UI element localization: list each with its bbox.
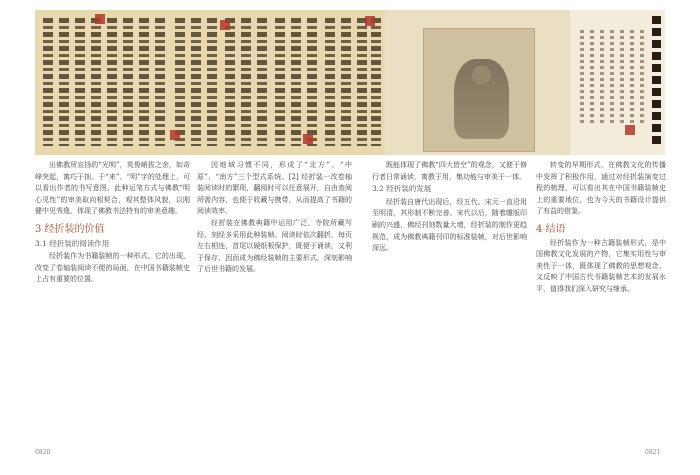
calligraphy-column	[241, 18, 251, 146]
calligraphy-column	[371, 18, 381, 146]
seal-stamp	[220, 20, 230, 30]
calligraphy-column	[107, 18, 117, 146]
calligraphy-column	[155, 18, 165, 146]
subsection-title: 3.1 经折装的阅读作用	[35, 238, 110, 248]
seal-stamp	[625, 125, 635, 135]
inscription-column	[580, 30, 584, 125]
calligraphy-column	[325, 18, 335, 146]
paragraph: 既能体现了佛教“四大皆空”的观念，又便于修行者日常诵读，寓教于用，集功能与审美于一体。	[372, 161, 527, 181]
calligraphy-column	[43, 18, 53, 146]
calligraphy-column	[275, 18, 285, 146]
seated-figure	[454, 59, 509, 139]
inscription-title	[652, 16, 661, 146]
calligraphy-column	[191, 18, 201, 146]
inscription-column	[590, 30, 594, 125]
seal-stamp	[170, 130, 180, 140]
inscription-column	[610, 30, 614, 125]
calligraphy-column	[307, 18, 317, 146]
calligraphy-column	[257, 18, 267, 146]
buddha-painting-panel	[385, 10, 570, 155]
calligraphy-column	[341, 18, 351, 146]
inscription-column	[630, 30, 634, 125]
calligraphy-column	[225, 18, 235, 146]
paragraph: 因地域习惯不同，形成了“北方”、“中原”、“南方”三个型式系统。[2] 经折装一改卷轴装阅读时的繁琐，翻阅时可以任意展开，自由查阅所需内容，也便于收藏与携带，从而提高了书籍的阅读效率。	[197, 161, 352, 216]
paragraph: 经折装在佛教典籍中运用广泛，寺院所藏写经、刻经多采用此种装帧。阅读时依次翻折，每页左右相连，首尾以硬纸板保护，既便于诵读，又利于保存，因而成为佛经装帧的主要形式，深刻影响了后世书籍的发展。	[197, 218, 352, 274]
left-column-1	[35, 160, 190, 286]
page-number-right: 0821	[645, 449, 661, 456]
inscription-column	[640, 30, 644, 125]
calligraphy-column	[175, 18, 185, 146]
section-title: 4 结语	[536, 223, 566, 235]
seal-stamp	[365, 16, 375, 26]
calligraphy-scroll	[35, 10, 385, 155]
right-column-2	[536, 160, 666, 296]
seal-stamp	[303, 134, 313, 144]
calligraphy-column	[357, 18, 367, 146]
paragraph: 经折装作为一种古籍装帧形式，是中国佛教文化发展的产物，它集实用性与审美性于一体，既体现了佛教的思想观念，又反映了中国古代书籍装帧艺术的发展水平，值得我们深入研究与继承。	[536, 238, 666, 293]
calligraphy-column	[123, 18, 133, 146]
calligraphy-column	[91, 18, 101, 146]
calligraphy-column	[291, 18, 301, 146]
section-title: 3 经折装的价值	[35, 223, 105, 235]
calligraphy-column	[75, 18, 85, 146]
illustration-banner	[35, 10, 665, 155]
calligraphy-column	[59, 18, 69, 146]
subsection-title: 3.2 经折装的发展	[372, 184, 432, 194]
inscription-column	[600, 30, 604, 125]
calligraphy-column	[207, 18, 217, 146]
paragraph: 转变的早期形式，在佛教文化的传播中发挥了积极作用，通过对经折装演变过程的梳理，可以看出其在中国书籍装帧史上的重要地位，也为今天的书籍设计提供了有益的借鉴。	[536, 161, 666, 216]
page-number-left: 0820	[35, 449, 51, 456]
paragraph: 出佛教所宣扬的“光明”，英俊峭拔之余，如奇峰突起，寓巧于拙。于“来”、“明”字的处理上，可以看出作者的书写意图，此种运笔方式与佛教“明心见性”的审美取向相契合，观其整体风貌，以刚健中见秀逸，体现了佛教书法特有的审美意趣。	[35, 161, 190, 216]
calligraphy-column	[139, 18, 149, 146]
inscription-panel	[570, 10, 665, 155]
buddha-painting	[423, 28, 535, 152]
paragraph: 经折装作为书籍装帧的一种形式，它的出现，改变了卷轴装阅读不便的局面，在中国书籍装帧史上占有重要的位置。	[35, 252, 190, 284]
left-column-2	[197, 160, 352, 276]
paragraph: 经折装自唐代出现后，经五代、宋元一直沿用至明清，其形制不断完善。宋代以后，随着雕版印刷的兴盛，佛经刊刻数量大增，经折装的制作更趋规范，成为佛教典籍刊印的标准装帧，对后世影响深远。	[372, 197, 527, 253]
inscription-column	[620, 30, 624, 125]
seal-stamp	[95, 14, 105, 24]
right-column-1	[372, 160, 527, 255]
